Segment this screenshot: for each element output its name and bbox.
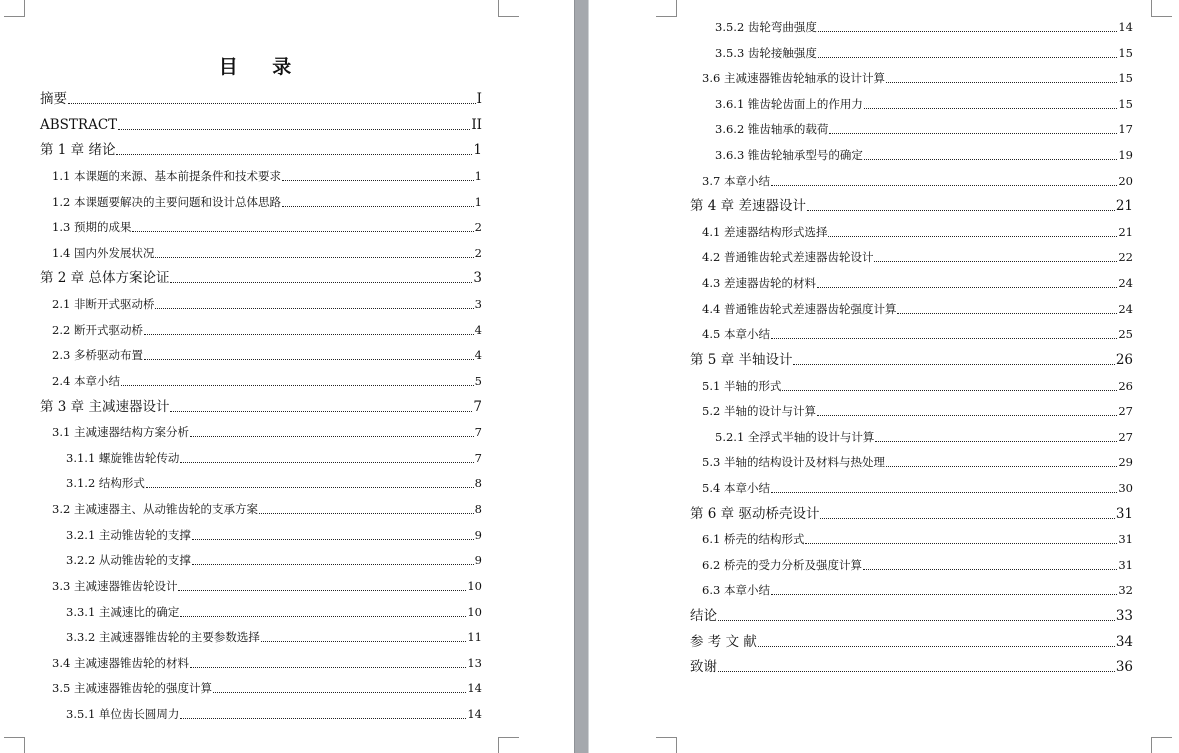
toc-entry-page-number: 24	[1118, 276, 1133, 290]
toc-entry[interactable]	[52, 423, 482, 441]
toc-entry[interactable]	[52, 244, 482, 262]
toc-entry-label: 4.3 差速器齿轮的材料	[702, 276, 816, 290]
toc-dot-leader	[144, 359, 474, 360]
toc-dot-leader	[818, 57, 1117, 58]
toc-dot-leader	[192, 564, 474, 565]
toc-dot-leader	[818, 31, 1117, 32]
toc-entry[interactable]	[702, 453, 1133, 471]
toc-entry[interactable]	[52, 654, 482, 672]
toc-entry-page-number: 26	[1118, 379, 1133, 393]
toc-entry-label: 3.6 主减速器锥齿轮轴承的设计计算	[702, 71, 885, 85]
toc-entry-page-number: 1	[474, 169, 482, 183]
toc-entry-label: 3.3 主减速器锥齿轮设计	[52, 579, 178, 593]
toc-entry[interactable]	[702, 69, 1133, 87]
toc-entry-page-number: 34	[1115, 634, 1133, 650]
toc-dot-leader	[718, 620, 1115, 621]
toc-entry-page-number: 14	[1118, 20, 1133, 34]
toc-entry-label: 3.6.2 锥齿轴承的载荷	[715, 122, 829, 136]
toc-dot-leader	[190, 436, 474, 437]
toc-entry[interactable]	[702, 377, 1133, 395]
toc-entry-page-number: 8	[474, 476, 482, 490]
toc-dot-leader	[817, 287, 1117, 288]
toc-dot-leader	[886, 466, 1117, 467]
toc-entry[interactable]	[702, 248, 1133, 266]
toc-entry-label: 6.1 桥壳的结构形式	[702, 532, 805, 546]
toc-dot-leader	[170, 282, 472, 283]
toc-entry[interactable]	[66, 603, 482, 621]
toc-entry-label: 3.2 主减速器主、从动锥齿轮的支承方案	[52, 502, 258, 516]
toc-entry-label: 2.3 多桥驱动布置	[52, 348, 143, 362]
toc-entry-page-number: 5	[474, 374, 482, 388]
toc-entry-label: 3.6.1 锥齿轮齿面上的作用力	[715, 97, 863, 111]
toc-entry-page-number: 29	[1118, 455, 1133, 469]
document-page-left	[0, 0, 574, 753]
toc-title: 目 录	[218, 56, 306, 78]
toc-entry-page-number: 13	[467, 656, 482, 670]
toc-entry-label: 3.1.1 螺旋锥齿轮传动	[66, 451, 180, 465]
toc-dot-leader	[771, 185, 1117, 186]
toc-dot-leader	[718, 671, 1115, 672]
toc-entry-page-number: 21	[1115, 198, 1133, 214]
toc-dot-leader	[155, 257, 473, 258]
toc-dot-leader	[874, 261, 1117, 262]
page-gutter	[574, 0, 589, 753]
toc-entry-label: 4.4 普通锥齿轮式差速器齿轮强度计算	[702, 302, 897, 316]
toc-entry[interactable]	[702, 479, 1133, 497]
toc-entry-page-number: 4	[474, 348, 482, 362]
toc-entry-label: 第 5 章 半轴设计	[690, 352, 793, 368]
toc-entry[interactable]	[702, 530, 1133, 548]
toc-entry-page-number: 27	[1118, 430, 1133, 444]
toc-dot-leader	[771, 594, 1117, 595]
crop-mark-bottom-right	[498, 737, 519, 753]
toc-dot-leader	[820, 518, 1114, 519]
toc-entry-page-number: 22	[1118, 250, 1133, 264]
toc-dot-leader	[828, 236, 1117, 237]
toc-entry-label: 3.3.2 主减速器锥齿轮的主要参数选择	[66, 630, 260, 644]
toc-entry-page-number: 2	[474, 246, 482, 260]
toc-entry[interactable]	[702, 556, 1133, 574]
toc-entry-label: 1.2 本课题要解决的主要问题和设计总体思路	[52, 195, 281, 209]
toc-entry-page-number: 30	[1118, 481, 1133, 495]
toc-entry-label: 3.7 本章小结	[702, 174, 770, 188]
toc-entry-label: 致谢	[690, 659, 717, 675]
toc-dot-leader	[771, 492, 1117, 493]
toc-entry-page-number: 14	[467, 707, 482, 721]
toc-entry-label: 摘要	[40, 91, 67, 107]
toc-entry-label: 参 考 文 献	[690, 634, 757, 650]
toc-dot-leader	[155, 308, 473, 309]
toc-entry-page-number: 36	[1115, 659, 1133, 675]
toc-entry-page-number: 26	[1115, 352, 1133, 368]
toc-entry-page-number: 20	[1118, 174, 1133, 188]
toc-entry[interactable]	[690, 505, 1133, 523]
toc-entry-label: 6.2 桥壳的受力分析及强度计算	[702, 558, 862, 572]
toc-dot-leader	[116, 154, 472, 155]
toc-entry-label: 5.2 半轴的设计与计算	[702, 404, 816, 418]
toc-dot-leader	[282, 206, 474, 207]
toc-entry[interactable]	[52, 679, 482, 697]
toc-entry[interactable]	[52, 218, 482, 236]
toc-dot-leader	[261, 641, 466, 642]
toc-entry[interactable]	[66, 526, 482, 544]
toc-dot-leader	[146, 487, 474, 488]
toc-entry[interactable]	[702, 581, 1133, 599]
toc-dot-leader	[864, 108, 1117, 109]
crop-mark-top-right	[498, 0, 519, 17]
toc-entry[interactable]	[40, 141, 482, 159]
toc-entry-page-number: 15	[1118, 46, 1133, 60]
toc-dot-leader	[807, 210, 1115, 211]
toc-dot-leader	[259, 513, 474, 514]
toc-dot-leader	[817, 415, 1117, 416]
toc-entry[interactable]	[702, 325, 1133, 343]
toc-dot-leader	[793, 364, 1114, 365]
toc-entry-label: 6.3 本章小结	[702, 583, 770, 597]
toc-entry-page-number: 10	[467, 579, 482, 593]
document-page-right	[589, 0, 1179, 753]
toc-dot-leader	[68, 103, 476, 104]
toc-entry-label: 3.6.3 锥齿轮轴承型号的确定	[715, 148, 863, 162]
toc-entry-label: 3.4 主减速器锥齿轮的材料	[52, 656, 189, 670]
toc-entry[interactable]	[52, 346, 482, 364]
toc-entry[interactable]	[715, 146, 1133, 164]
toc-dot-leader	[180, 462, 473, 463]
toc-entry-page-number: 2	[474, 220, 482, 234]
toc-entry-label: 3.5.2 齿轮弯曲强度	[715, 20, 817, 34]
toc-entry-page-number: 15	[1118, 71, 1133, 85]
toc-entry-label: 第 4 章 差速器设计	[690, 198, 806, 214]
crop-mark-top-left	[656, 0, 677, 17]
toc-entry-page-number: 31	[1115, 506, 1133, 522]
toc-entry[interactable]	[715, 18, 1133, 36]
toc-entry[interactable]	[715, 95, 1133, 113]
toc-dot-leader	[170, 411, 472, 412]
toc-entry-label: 3.2.1 主动锥齿轮的支撑	[66, 528, 191, 542]
toc-entry-label: 3.1.2 结构形式	[66, 476, 145, 490]
toc-entry[interactable]	[702, 274, 1133, 292]
toc-entry[interactable]	[690, 197, 1133, 215]
toc-dot-leader	[180, 616, 466, 617]
toc-dot-leader	[886, 82, 1117, 83]
toc-entry[interactable]	[66, 551, 482, 569]
toc-entry-page-number: 21	[1118, 225, 1133, 239]
toc-entry-page-number: 19	[1118, 148, 1133, 162]
toc-entry[interactable]	[690, 658, 1133, 676]
toc-entry[interactable]	[40, 398, 482, 416]
toc-dot-leader	[758, 646, 1115, 647]
toc-entry-page-number: 1	[473, 142, 482, 158]
toc-entry-page-number: I	[476, 91, 482, 107]
toc-entry[interactable]	[66, 474, 482, 492]
crop-mark-bottom-left	[4, 737, 25, 753]
toc-dot-leader	[132, 231, 473, 232]
toc-dot-leader	[192, 539, 474, 540]
toc-entry-label: 3.3.1 主减速比的确定	[66, 605, 180, 619]
toc-entry[interactable]	[40, 116, 482, 134]
toc-entry-label: 5.2.1 全浮式半轴的设计与计算	[715, 430, 875, 444]
toc-dot-leader	[805, 543, 1117, 544]
toc-entry-label: 5.3 半轴的结构设计及材料与热处理	[702, 455, 885, 469]
crop-mark-top-left	[4, 0, 25, 17]
toc-entry[interactable]	[52, 500, 482, 518]
toc-entry-page-number: 7	[474, 451, 482, 465]
toc-entry-label: 2.4 本章小结	[52, 374, 120, 388]
toc-entry[interactable]	[690, 633, 1133, 651]
toc-entry[interactable]	[40, 269, 482, 287]
toc-entry-label: 4.1 差速器结构形式选择	[702, 225, 828, 239]
toc-entry[interactable]	[690, 351, 1133, 369]
toc-entry-label: 5.1 半轴的形式	[702, 379, 782, 393]
toc-entry[interactable]	[66, 628, 482, 646]
crop-mark-bottom-right	[1151, 737, 1172, 753]
toc-entry-label: 3.1 主减速器结构方案分析	[52, 425, 189, 439]
toc-entry[interactable]	[66, 705, 482, 723]
crop-mark-bottom-left	[656, 737, 677, 753]
toc-entry[interactable]	[52, 321, 482, 339]
toc-entry[interactable]	[715, 44, 1133, 62]
toc-entry-page-number: 25	[1118, 327, 1133, 341]
toc-entry-label: 5.4 本章小结	[702, 481, 770, 495]
toc-dot-leader	[180, 718, 466, 719]
toc-entry-page-number: 3	[474, 297, 482, 311]
toc-entry-label: 结论	[690, 608, 717, 624]
toc-dot-leader	[897, 313, 1117, 314]
toc-entry[interactable]	[715, 120, 1133, 138]
toc-entry-page-number: 7	[474, 425, 482, 439]
toc-entry-label: 第 3 章 主减速器设计	[40, 399, 170, 415]
toc-entry-label: 第 6 章 驱动桥壳设计	[690, 506, 820, 522]
toc-entry-label: ABSTRACT	[40, 117, 118, 133]
toc-entry-page-number: 15	[1118, 97, 1133, 111]
toc-entry-page-number: 24	[1118, 302, 1133, 316]
toc-entry-label: 4.5 本章小结	[702, 327, 770, 341]
toc-dot-leader	[771, 338, 1117, 339]
toc-entry-label: 2.1 非断开式驱动桥	[52, 297, 155, 311]
toc-dot-leader	[213, 692, 466, 693]
toc-entry-label: 1.3 预期的成果	[52, 220, 132, 234]
toc-dot-leader	[144, 334, 474, 335]
toc-dot-leader	[178, 590, 466, 591]
toc-dot-leader	[282, 180, 474, 181]
toc-entry[interactable]	[702, 172, 1133, 190]
toc-entry-page-number: 7	[473, 399, 482, 415]
toc-entry-label: 1.4 国内外发展状况	[52, 246, 155, 260]
toc-entry-label: 3.5.3 齿轮接触强度	[715, 46, 817, 60]
toc-entry[interactable]	[702, 223, 1133, 241]
toc-entry[interactable]	[52, 372, 482, 390]
toc-entry[interactable]	[52, 577, 482, 595]
toc-entry-page-number: 32	[1118, 583, 1133, 597]
toc-entry-page-number: 31	[1118, 532, 1133, 546]
toc-entry-page-number: 1	[474, 195, 482, 209]
toc-dot-leader	[121, 385, 474, 386]
toc-entry-page-number: 4	[474, 323, 482, 337]
toc-entry-page-number: 14	[467, 681, 482, 695]
toc-entry[interactable]	[715, 428, 1133, 446]
toc-dot-leader	[829, 133, 1117, 134]
toc-entry[interactable]	[52, 193, 482, 211]
toc-entry-page-number: 9	[474, 553, 482, 567]
toc-entry[interactable]	[66, 449, 482, 467]
toc-dot-leader	[190, 667, 466, 668]
toc-entry-label: 第 2 章 总体方案论证	[40, 270, 170, 286]
toc-entry-label: 4.2 普通锥齿轮式差速器齿轮设计	[702, 250, 874, 264]
toc-dot-leader	[875, 441, 1117, 442]
toc-entry[interactable]	[690, 607, 1133, 625]
toc-dot-leader	[118, 129, 470, 130]
toc-entry-page-number: 27	[1118, 404, 1133, 418]
toc-entry-label: 3.5 主减速器锥齿轮的强度计算	[52, 681, 212, 695]
toc-entry[interactable]	[702, 300, 1133, 318]
toc-entry[interactable]	[702, 402, 1133, 420]
toc-entry-page-number: 11	[467, 630, 482, 644]
toc-dot-leader	[782, 390, 1117, 391]
toc-entry[interactable]	[52, 295, 482, 313]
toc-entry-page-number: 10	[467, 605, 482, 619]
toc-entry-label: 3.5.1 单位齿长圆周力	[66, 707, 180, 721]
crop-mark-top-right	[1151, 0, 1172, 17]
toc-entry-page-number: II	[471, 117, 482, 133]
toc-entry-page-number: 31	[1118, 558, 1133, 572]
toc-entry-page-number: 17	[1118, 122, 1133, 136]
toc-entry-label: 3.2.2 从动锥齿轮的支撑	[66, 553, 191, 567]
toc-dot-leader	[864, 159, 1117, 160]
toc-entry-page-number: 33	[1115, 608, 1133, 624]
toc-dot-leader	[863, 569, 1117, 570]
toc-entry[interactable]	[52, 167, 482, 185]
toc-entry-page-number: 9	[474, 528, 482, 542]
toc-entry-label: 第 1 章 绪论	[40, 142, 116, 158]
toc-entry-page-number: 8	[474, 502, 482, 516]
toc-entry-label: 2.2 断开式驱动桥	[52, 323, 143, 337]
toc-entry-label: 1.1 本课题的来源、基本前提条件和技术要求	[52, 169, 281, 183]
toc-entry[interactable]	[40, 90, 482, 108]
toc-entry-page-number: 3	[473, 270, 482, 286]
